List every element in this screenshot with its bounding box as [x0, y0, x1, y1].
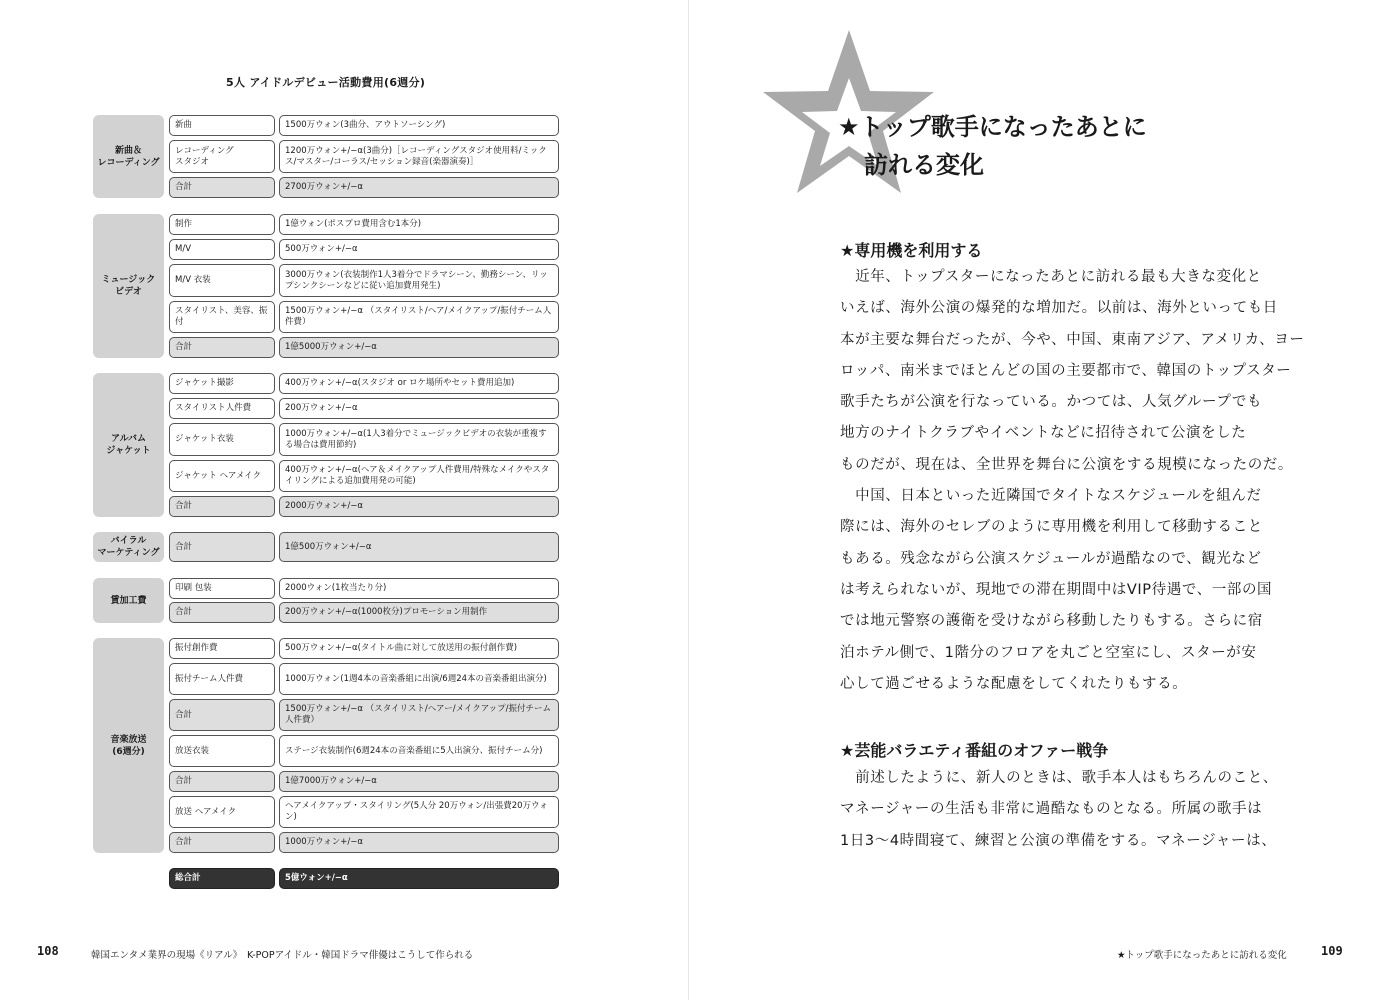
cost-cell: 1億ウォン(ポスプロ費用含む1本分) [279, 214, 559, 235]
cost-cell: ステージ衣装制作(6週24本の音楽番組に5人出演分、振付チーム分) [279, 735, 559, 767]
cost-cell: 1500万ウォン(3曲分、アウトソーシング) [279, 115, 559, 136]
item-cell: ジャケット衣装 [169, 423, 275, 456]
category-recording: 新曲＆ レコーディング [93, 115, 164, 198]
cost-cell: 2000ウォン(1枚当たり分) [279, 578, 559, 599]
item-cell: 新曲 [169, 115, 275, 136]
table-title: 5人 アイドルデビュー活動費用(6週分) [226, 76, 426, 89]
section-heading: ★芸能バラエティ番組のオファー戦争 [840, 741, 1109, 760]
cost-cell-total: 1億500万ウォン+/−α [279, 532, 559, 562]
item-cell: 振付創作費 [169, 638, 275, 659]
text-line: は考えられないが、現地での滞在期間中はVIP待遇で、一部の国 [840, 581, 1273, 598]
cost-cell-total: 1億5000万ウォン+/−α [279, 337, 559, 358]
category-music-broadcast: 音楽放送 (6週分) [93, 638, 164, 853]
text-line: 際には、海外のセレブのように専用機を利用して移動すること [840, 519, 1263, 536]
item-cell: スタイリスト人件費 [169, 398, 275, 419]
cost-cell: 400万ウォン+/−α(スタジオ or ロケ場所やセット費用追加) [279, 373, 559, 394]
item-cell: 放送衣装 [169, 735, 275, 767]
item-cell-total: 合計 [169, 496, 275, 517]
item-cell: ジャケット撮影 [169, 373, 275, 394]
chapter-title-line-1: ★トップ歌手になったあとに [838, 113, 1147, 141]
text-line: ロッパ、南米までほとんどの国の主要都市で、韓国のトップスター [840, 362, 1292, 379]
text-line: 1日3〜4時間寝て、練習と公演の準備をする。マネージャーは、 [840, 832, 1277, 849]
item-cell: スタイリスト、美容、振付 [169, 301, 275, 333]
item-cell-total: 合計 [169, 177, 275, 198]
page-number-left: 108 [37, 944, 59, 958]
section-body [840, 262, 1305, 700]
text-line: 前述したように、新人のときは、歌手本人はもちろんのこと、 [840, 770, 1278, 786]
text-line: 地方のナイトクラブやイベントなどに招待されて公演をした [840, 425, 1247, 442]
text-line: 泊ホテル側で、1階分のフロアを丸ごと空室にし、スターが安 [840, 644, 1257, 661]
chapter-footer: ★トップ歌手になったあとに訪れる変化 [1117, 950, 1287, 961]
text-line: 本が主要な舞台だったが、今や、中国、東南アジア、アメリカ、ヨー [840, 331, 1305, 348]
item-cell: M/V [169, 239, 275, 260]
grand-total-label: 総合計 [169, 868, 275, 889]
item-cell: 印刷 包装 [169, 578, 275, 599]
text-line: マネージャーの生活も非常に過酷なものとなる。所属の歌手は [840, 801, 1263, 818]
item-cell: レコーディング スタジオ [169, 140, 275, 173]
cost-cell: 1000万ウォン(1週4本の音楽番組に出演/6週24本の音楽番組出演分) [279, 663, 559, 695]
cost-cell-total: 2700万ウォン+/−α [279, 177, 559, 198]
section-heading: ★専用機を利用する [840, 241, 983, 260]
cost-cell: 1000万ウォン+/−α(1人3着分でミュージックビデオの衣装が重複する場合は費用節約) [279, 423, 559, 456]
cost-cell: 1200万ウォン+/−α(3曲分)［レコーディングスタジオ使用料/ミックス/マスター/コーラス/セッション録音(楽器演奏)］ [279, 140, 559, 173]
item-cell: 制作 [169, 214, 275, 235]
cost-cell: 1500万ウォン+/−α （スタイリスト/ヘア/メイクアップ/振付チーム人件費） [279, 301, 559, 333]
cost-cell-total: 1億7000万ウォン+/−α [279, 771, 559, 792]
text-line: 中国、日本といった近隣国でタイトなスケジュールを組んだ [840, 488, 1262, 505]
item-cell: ジャケット ヘアメイク [169, 460, 275, 492]
grand-total-value: 5億ウォン+/−α [279, 868, 559, 889]
item-cell-total: 合計 [169, 602, 275, 623]
book-title-footer: 韓国エンタメ業界の現場《リアル》 K-POPアイドル・韓国ドラマ俳優はこうして作られる [91, 950, 474, 961]
item-cell: 振付チーム人件費 [169, 663, 275, 695]
text-line: いえば、海外公演の爆発的な増加だ。以前は、海外といっても日 [840, 300, 1278, 317]
cost-cell: 200万ウォン+/−α [279, 398, 559, 419]
item-cell-total: 合計 [169, 699, 275, 731]
section-body [840, 763, 1278, 857]
chapter-title-line-2: 訪れる変化 [864, 151, 984, 179]
item-cell-total: 合計 [169, 771, 275, 792]
category-music-video: ミュージック ビデオ [93, 214, 164, 358]
cost-cell: 500万ウォン+/−α(タイトル曲に対して放送用の振付創作費) [279, 638, 559, 659]
cost-cell-total: 1000万ウォン+/−α [279, 832, 559, 853]
item-cell: 放送 ヘアメイク [169, 796, 275, 828]
category-album-jacket: アルバム ジャケット [93, 373, 164, 517]
category-viral-marketing: バイラル マーケティング [93, 532, 164, 562]
text-line: 近年、トップスターになったあとに訪れる最も大きな変化と [840, 269, 1262, 285]
chapter-title [838, 108, 1147, 184]
cost-cell: 3000万ウォン(衣装制作1人3着分でドラマシーン、勤務シーン、リップシンクシーンなどに従い追加費用発生) [279, 264, 559, 297]
cost-cell: 500万ウォン+/−α [279, 239, 559, 260]
cost-cell: ヘアメイクアップ・スタイリング(5人分 20万ウォン/出張費20万ウォン) [279, 796, 559, 828]
text-line: では地元警察の護衛を受けながら移動したりもする。さらに宿 [840, 613, 1263, 630]
item-cell-total: 合計 [169, 832, 275, 853]
cost-cell-total: 200万ウォン+/−α(1000枚分)プロモーション用制作 [279, 602, 559, 623]
cost-cell: 400万ウォン+/−α(ヘア＆メイクアップ人件費用/特殊なメイクやスタイリングによる追加費用発の可能) [279, 460, 559, 492]
text-line: もある。残念ながら公演スケジュールが過酷なので、観光など [840, 550, 1262, 567]
cost-cell-total: 2000万ウォン+/−α [279, 496, 559, 517]
category-processing-fee: 賃加工費 [93, 578, 164, 623]
cost-cell-total: 1500万ウォン+/−α （スタイリスト/ヘアー/メイクアップ/振付チーム人件費） [279, 699, 559, 731]
item-cell-total: 合計 [169, 532, 275, 562]
page-number-right: 109 [1321, 944, 1343, 958]
item-cell-total: 合計 [169, 337, 275, 358]
text-line: 心して過ごせるような配慮をしてくれたりもする。 [840, 675, 1188, 692]
text-line: 歌手たちが公演を行なっている。かつては、人気グループでも [840, 394, 1263, 411]
text-line: ものだが、現在は、全世界を舞台に公演をする規模になったのだ。 [840, 456, 1293, 473]
item-cell: M/V 衣装 [169, 264, 275, 297]
